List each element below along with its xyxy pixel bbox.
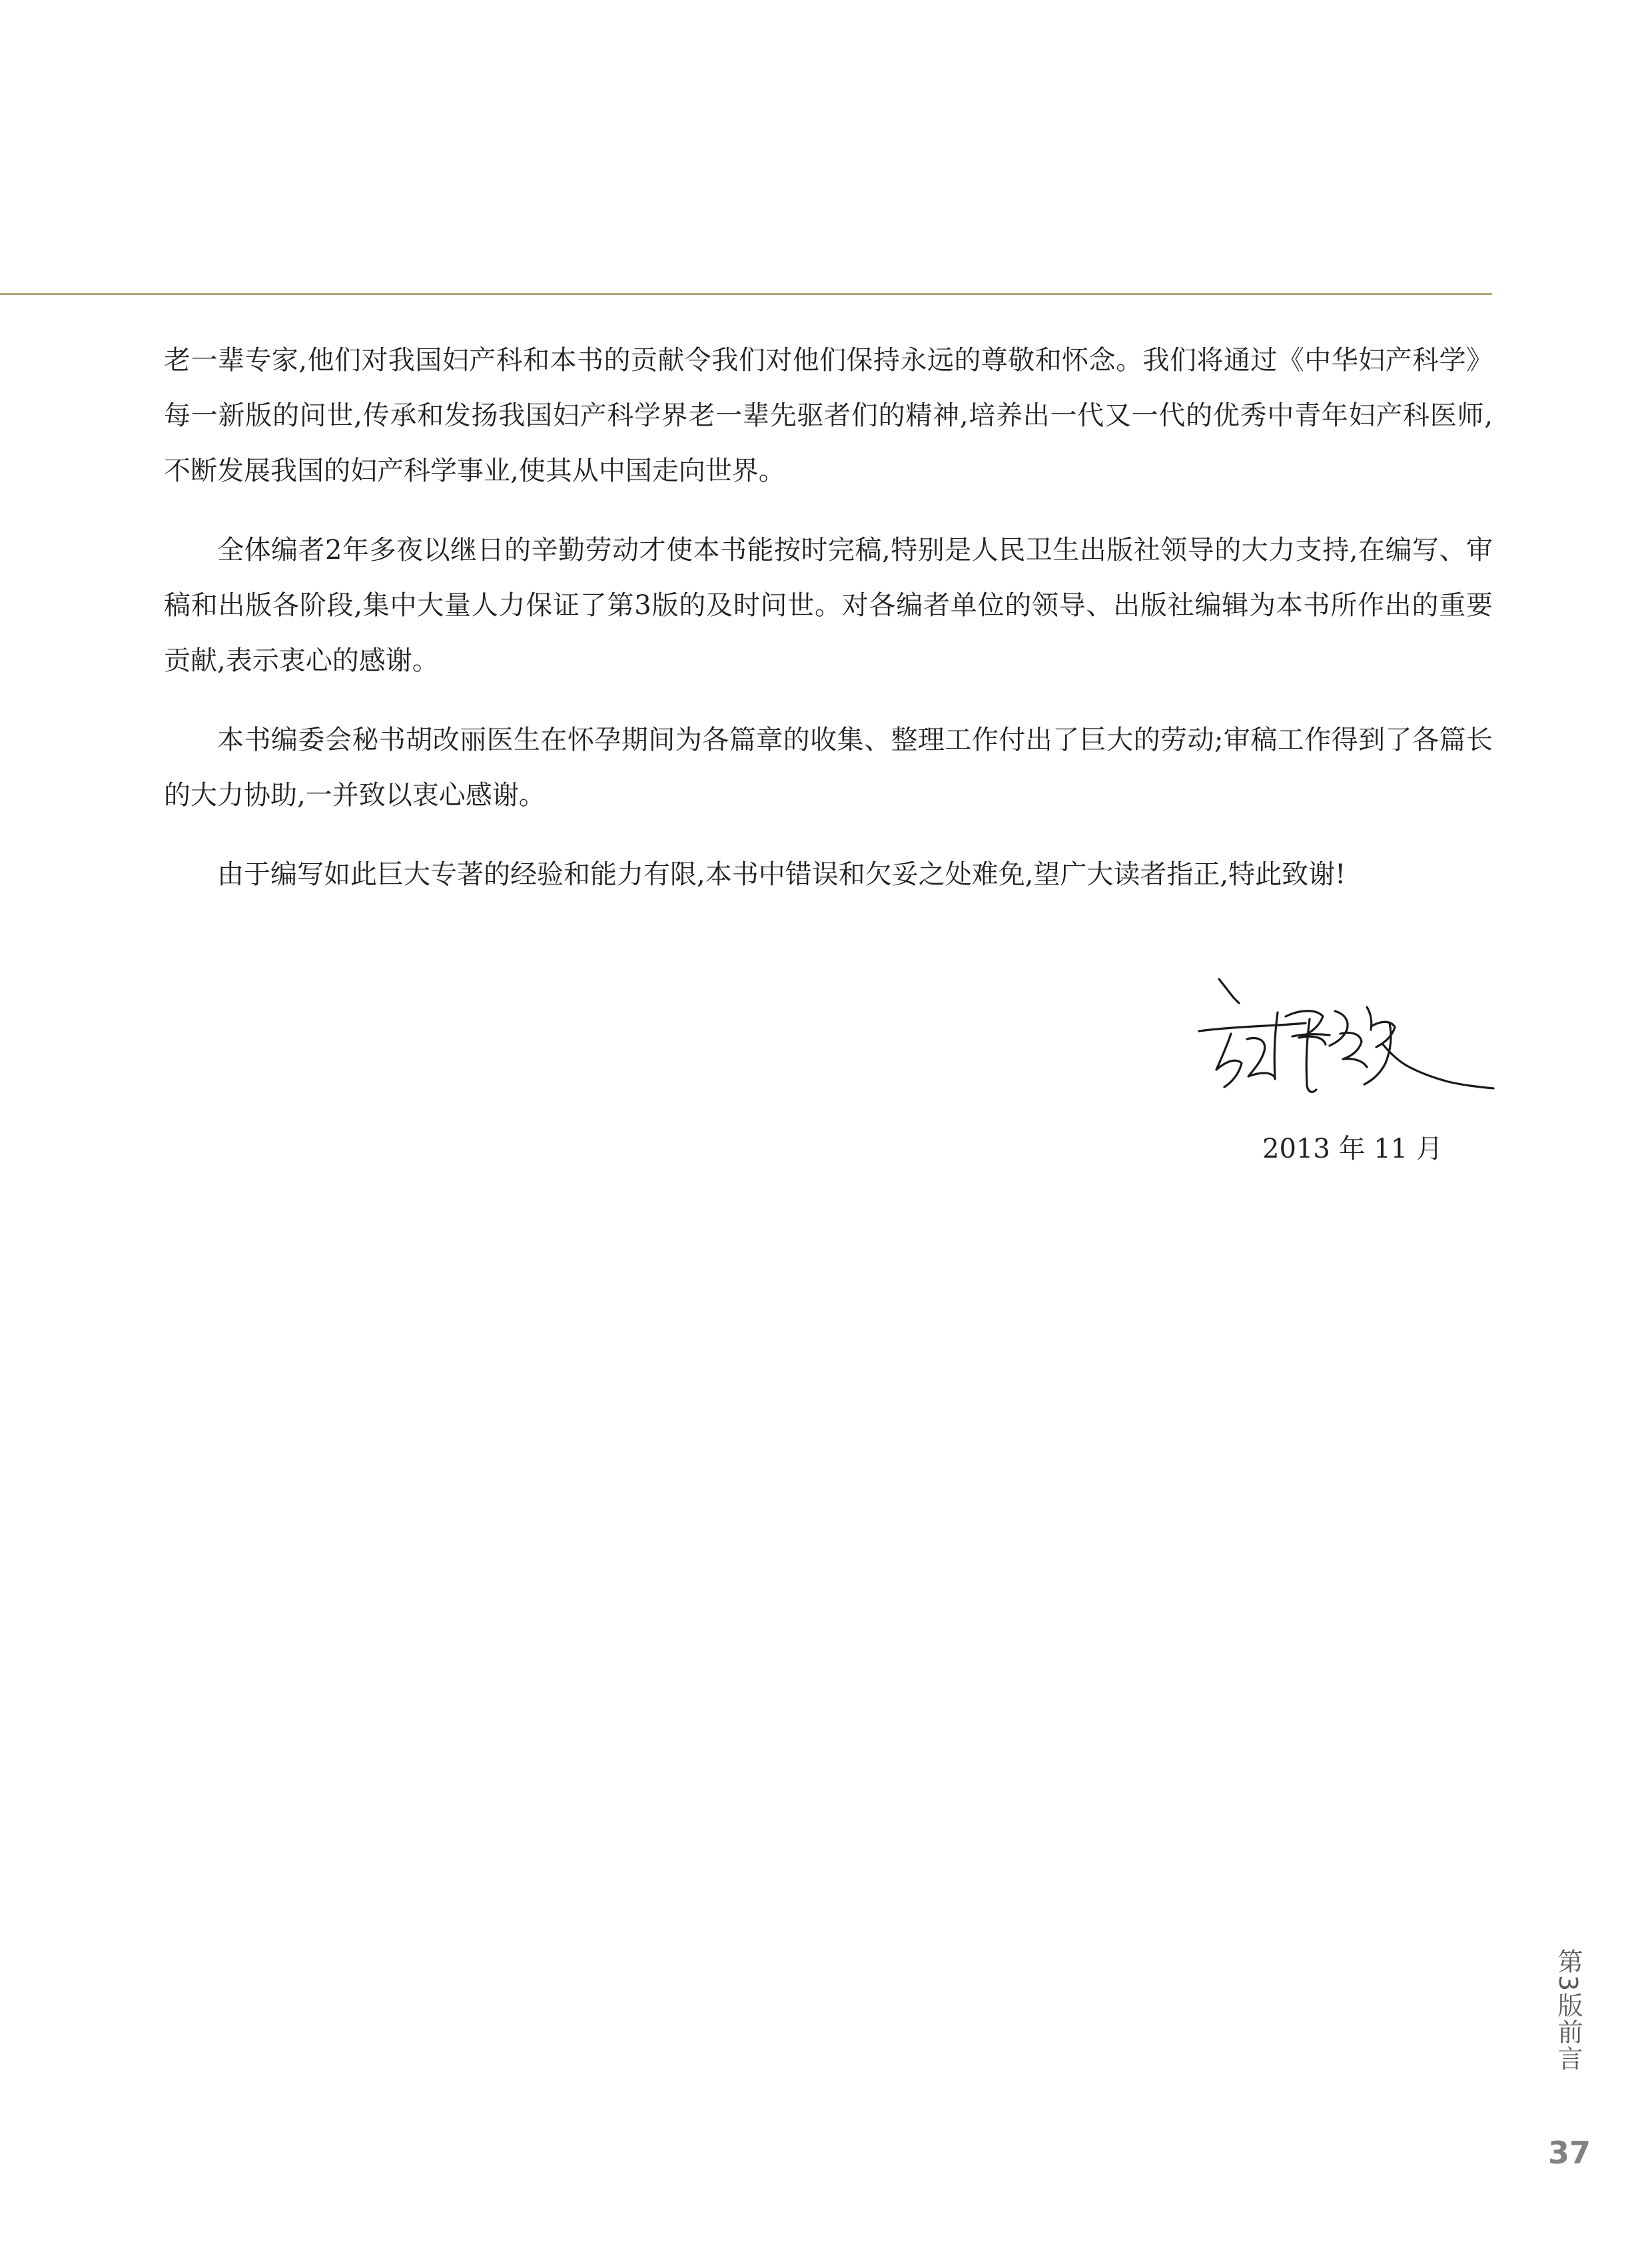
header-rule xyxy=(0,293,1492,295)
preface-body xyxy=(164,333,1493,927)
paragraph-closing: 由于编写如此巨大专著的经验和能力有限,本书中错误和欠妥之处难免,望广大读者指正,特此致谢! xyxy=(217,859,1346,890)
section-label: 第3版前言 xyxy=(1553,1948,1583,2073)
page-number: 37 xyxy=(1547,2135,1591,2171)
paragraph-secretary-thanks: 本书编委会秘书胡改丽医生在怀孕期间为各篇章的收集、整理工作付出了巨大的劳动;审稿工作得到了各篇长的大力协助,一并致以衷心感谢。 xyxy=(164,725,1493,811)
paragraph-continued: 老一辈专家,他们对我国妇产科和本书的贡献令我们对他们保持永远的尊敬和怀念。我们将通过《中华妇产科学》每一新版的问世,传承和发扬我国妇产科学界老一辈先驱者们的精神,培养出一代又一代的优秀中青年妇产科医师,不断发展我国的妇产科学事业,使其从中国走向世界。 xyxy=(164,345,1493,486)
handwritten-signature xyxy=(1192,972,1499,1112)
paragraph-acknowledgement: 全体编者2年多夜以继日的辛勤劳动才使本书能按时完稿,特别是人民卫生出版社领导的大力支持,在编写、审稿和出版各阶段,集中大量人力保证了第3版的及时问世。对各编者单位的领导、出版社编辑为本书所作出的重要贡献,表示衷心的感谢。 xyxy=(164,535,1493,676)
signature-date: 2013 年 11 月 xyxy=(1262,1134,1443,1164)
